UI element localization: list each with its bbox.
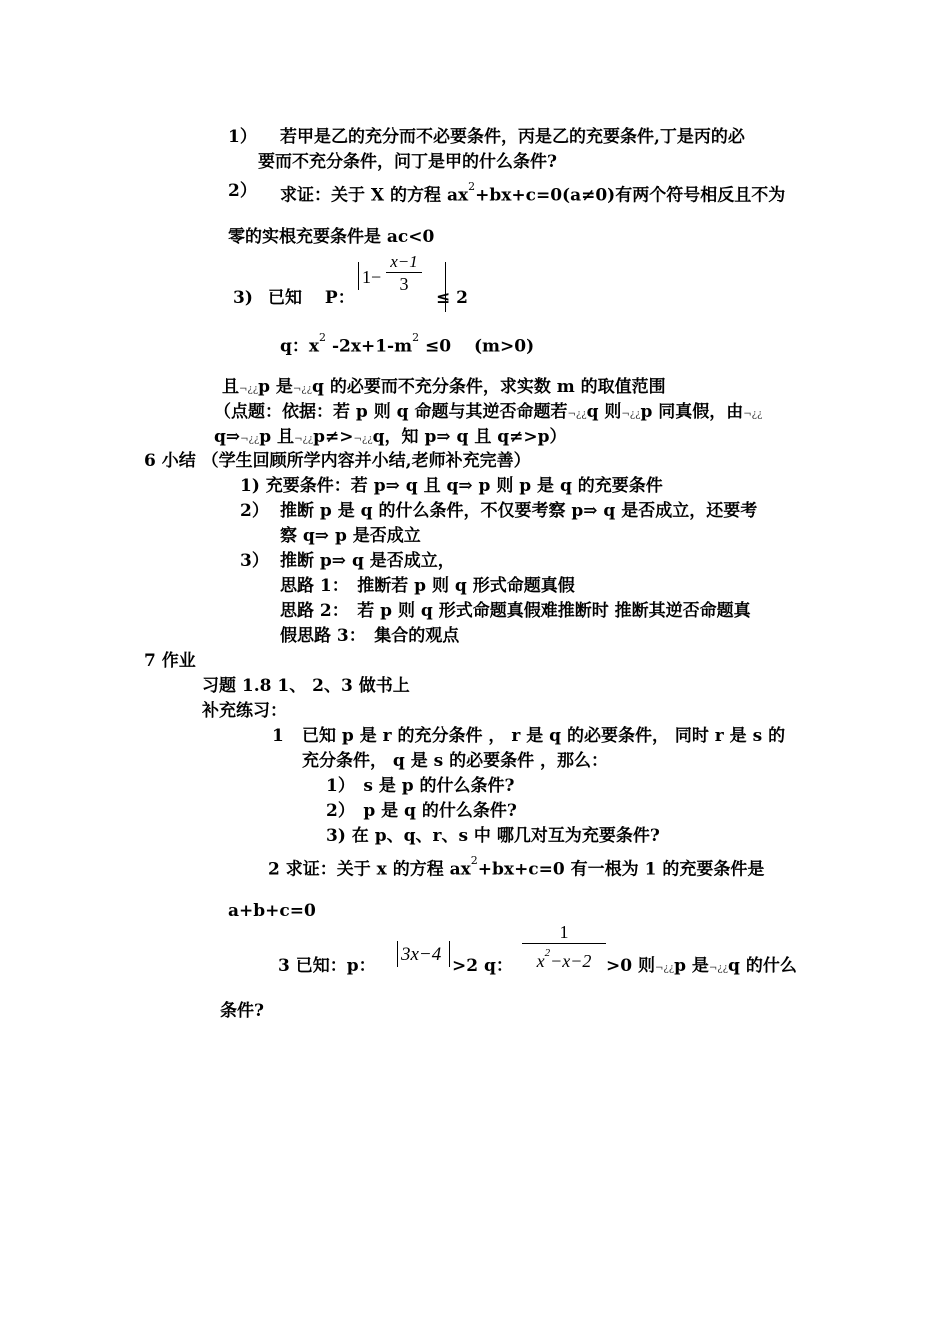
q-post: ≤0 (m>0) <box>419 336 535 357</box>
p3-den-a: x <box>536 951 545 971</box>
problem1-line1: 已知 p 是 r 的充分条件 ， r 是 q 的必要条件， 同时 r 是 s 的 <box>302 726 786 746</box>
ex3-q-line <box>280 331 534 358</box>
ex2-number: 2） <box>228 181 257 201</box>
ex2-line1 <box>280 180 785 207</box>
hint2-b: p 且 <box>259 427 295 447</box>
q-mid: -2x+1-m <box>326 336 413 357</box>
p3-gt0: >0 则 <box>606 956 655 976</box>
summary-item2-line1: 推断 p 是 q 的什么条件，不仅要考察 p⇒ q 是否成立，还要考 <box>280 501 758 521</box>
not-symbol: ¬¿¿ <box>567 409 587 420</box>
ex3-condition <box>222 376 666 401</box>
p3-tail <box>606 955 797 980</box>
ex3-fraction <box>386 252 422 295</box>
p3-mid: p 是 <box>674 956 709 976</box>
p3-frac-den <box>522 943 606 974</box>
p3-frac-num: 1 <box>559 922 569 942</box>
p3-den-exp: 2 <box>544 947 551 959</box>
cond-a: 且 <box>222 377 239 397</box>
not-symbol: ¬¿¿ <box>655 963 675 974</box>
summary-heading: 6 小结 （学生回顾所学内容并小结,老师补充完善） <box>144 451 531 471</box>
not-symbol: ¬¿¿ <box>621 409 641 420</box>
summary-item3-line1: 推断 p⇒ q 是否成立， <box>280 551 455 571</box>
ex3-hint-line2 <box>214 426 567 451</box>
hint-c: p 同真假，由 <box>640 402 744 422</box>
ex3-p-label: 已知 P： <box>268 288 355 308</box>
q-pre: q：x <box>280 336 320 357</box>
problem2-line2: a+b+c=0 <box>228 901 316 921</box>
problem1-line2: 充分条件， q 是 s 的必要条件 ，那么： <box>302 751 609 771</box>
abs-bar-left <box>397 941 398 967</box>
problem1-sub2: 2） p 是 q 的什么条件? <box>326 801 517 821</box>
homework-extra: 补充练习： <box>202 701 287 721</box>
q-exp1: 2 <box>319 331 327 344</box>
homework-heading: 7 作业 <box>144 651 196 671</box>
problem2-line1 <box>268 854 764 881</box>
ex2-pre: 求证：关于 X 的方程 ax <box>280 185 469 206</box>
not-symbol: ¬¿¿ <box>292 384 313 395</box>
ex1-line1: 若甲是乙的充分而不必要条件，丙是乙的充要条件,丁是丙的必 <box>280 127 745 147</box>
problem3-label: 3 已知：p： <box>278 956 376 976</box>
not-symbol: ¬¿¿ <box>239 384 259 395</box>
p2-post: +bx+c=0 有一根为 1 的充要条件是 <box>477 859 765 880</box>
ex1-number: 1） <box>228 127 257 147</box>
summary-item3-number: 3） <box>240 551 269 571</box>
p3-abs-expr: 3x−4 <box>401 944 442 965</box>
summary-item1: 1) 充要条件：若 p⇒ q 且 q⇒ p 则 p 是 q 的充要条件 <box>240 476 663 496</box>
hint2-c: p≠> <box>313 427 354 447</box>
ex3-number: 3) <box>233 288 253 308</box>
ex2-post: +bx+c=0(a≠0)有两个符号相反且不为 <box>475 185 786 206</box>
not-symbol: ¬¿¿ <box>743 409 763 420</box>
ex2-line2: 零的实根充要条件是 ac<0 <box>228 227 435 247</box>
q-exp2: 2 <box>412 331 420 344</box>
hint2-d: q，知 p⇒ q 且 q≠>p） <box>372 427 567 447</box>
p2-pre: 2 求证：关于 x 的方程 ax <box>268 859 471 880</box>
cond-b: p 是 <box>258 377 293 397</box>
not-symbol: ¬¿¿ <box>240 434 260 445</box>
ex3-frac-num: x−1 <box>390 252 418 271</box>
problem3-line2: 条件? <box>220 1001 264 1021</box>
problem1-sub3: 3) 在 p、q、r、s 中 哪几对互为充要条件? <box>326 826 660 846</box>
p3-end: q 的什么 <box>728 956 797 976</box>
summary-idea1: 思路 1： 推断若 p 则 q 形式命题真假 <box>280 576 575 596</box>
abs-bar-left <box>358 262 359 290</box>
not-symbol: ¬¿¿ <box>294 434 314 445</box>
abs-bar-right <box>449 941 450 967</box>
ex3-frac-den: 3 <box>386 272 422 295</box>
p3-den-b: −x−2 <box>550 951 592 971</box>
summary-idea2: 思路 2： 若 p 则 q 形式命题真假难推断时 推断其逆否命题真 <box>280 601 751 621</box>
hint-b: q 则 <box>586 402 622 422</box>
problem1-number: 1 <box>272 726 284 746</box>
p3-gt: >2 q： <box>452 956 513 976</box>
ex3-le: ≤ 2 <box>436 288 468 308</box>
summary-item2-number: 2） <box>240 501 269 521</box>
summary-item2-line2: 察 q⇒ p 是否成立 <box>280 526 421 546</box>
abs-one: 1− <box>362 267 382 287</box>
p3-fraction <box>522 921 606 974</box>
not-symbol: ¬¿¿ <box>353 434 373 445</box>
ex3-hint-line1 <box>214 401 762 426</box>
p2-exp: 2 <box>470 854 478 867</box>
homework-book: 习题 1.8 1、 2、3 做书上 <box>202 676 410 696</box>
cond-c: q 的必要而不充分条件，求实数 m 的取值范围 <box>312 377 666 397</box>
ex2-exp: 2 <box>468 180 476 193</box>
hint2-a: q⇒ <box>214 427 241 447</box>
ex1-line2: 要而不充分条件，问丁是甲的什么条件? <box>258 152 557 172</box>
summary-idea3: 假思路 3： 集合的观点 <box>280 626 460 646</box>
problem1-sub1: 1） s 是 p 的什么条件? <box>326 776 515 796</box>
not-symbol: ¬¿¿ <box>708 963 729 974</box>
hint-a: （点题：依据：若 p 则 q 命题与其逆否命题若 <box>214 402 568 422</box>
